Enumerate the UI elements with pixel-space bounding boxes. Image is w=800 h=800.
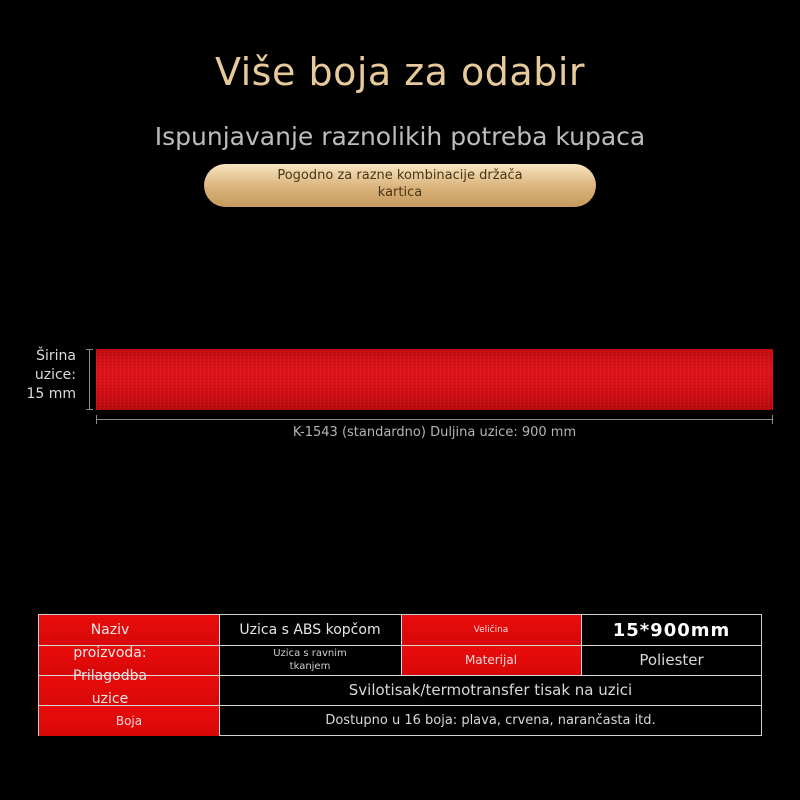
- spec-size-value-cell: [581, 615, 762, 645]
- spec-name-label-line3: Prilagodba: [72, 668, 148, 684]
- spec-size-label: Veličina: [473, 625, 509, 635]
- strap-width-label-line1: Širina: [36, 348, 76, 364]
- page-title: Više boja za odabir: [214, 50, 586, 94]
- width-dimension-tick-bottom: [86, 409, 93, 410]
- width-dimension-line: [89, 349, 90, 410]
- length-dimension-line: [96, 419, 773, 420]
- strap-length-label: K-1543 (standardno) Duljina uzice: 900 mm: [292, 425, 577, 440]
- feature-pill-line2: kartica: [377, 185, 423, 200]
- spec-name-label-line2: proizvoda:: [73, 645, 147, 661]
- spec-type-value-cell: [219, 645, 401, 675]
- strap-width-label: [22, 347, 76, 404]
- spec-col-divider-3: [581, 615, 582, 675]
- length-dimension-tick-left: [96, 415, 97, 424]
- lanyard-strap-image: [96, 349, 773, 410]
- feature-pill: [204, 164, 596, 207]
- feature-pill-line1: Pogodno za razne kombinacije držača: [277, 168, 523, 183]
- spec-material-value: Poliester: [639, 651, 704, 669]
- spec-col-divider-1: [219, 615, 220, 735]
- page-subtitle: Ispunjavanje raznolikih potreba kupaca: [154, 122, 646, 151]
- spec-material-label-cell: [401, 645, 581, 675]
- strap-width-label-line3: 15 mm: [26, 386, 76, 402]
- width-dimension-tick-top: [86, 349, 93, 350]
- strap-width-label-line2: uzice:: [34, 367, 76, 383]
- spec-size-label-cell: [401, 615, 581, 645]
- length-dimension-tick-right: [772, 415, 773, 424]
- spec-print-value: Svilotisak/termotransfer tisak na uzici: [348, 681, 633, 699]
- spec-color-value: Dostupno u 16 boja: plava, crvena, narančasta itd.: [325, 713, 656, 728]
- spec-color-label: Boja: [115, 713, 143, 728]
- spec-color-value-cell: [219, 705, 762, 736]
- spec-name-label-line1: Naziv: [90, 622, 130, 638]
- spec-product-value: Uzica s ABS kopčom: [239, 622, 381, 638]
- spec-col-divider-2: [401, 615, 402, 675]
- spec-name-label-line4: uzice: [91, 691, 129, 707]
- spec-size-value: 15*900mm: [612, 619, 731, 641]
- spec-material-value-cell: [581, 645, 762, 675]
- spec-product-value-cell: [219, 615, 401, 645]
- spec-type-value-line1: Uzica s ravnim: [273, 648, 347, 659]
- spec-name-label: [40, 619, 180, 711]
- spec-print-value-cell: [219, 675, 762, 705]
- spec-material-label: Materijal: [464, 653, 518, 667]
- spec-type-value-line2: tkanjem: [289, 661, 331, 672]
